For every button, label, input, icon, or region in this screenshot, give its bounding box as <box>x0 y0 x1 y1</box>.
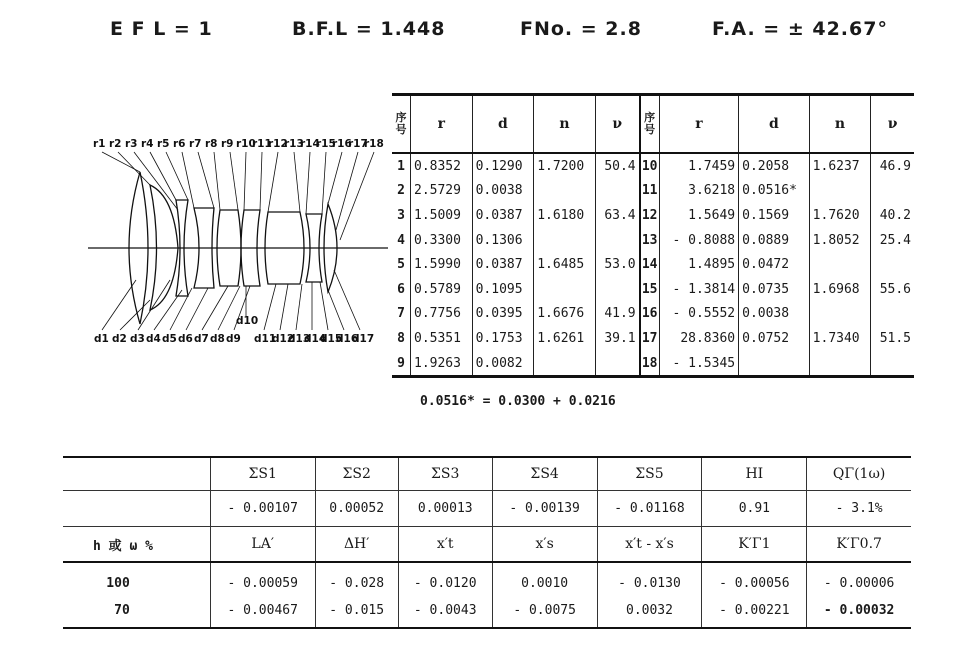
radius-cell: - 1.5345 <box>659 351 738 377</box>
abbe-cell <box>595 351 639 377</box>
aberration-header: LA′ <box>210 527 315 563</box>
surface-index: 8 <box>397 330 405 346</box>
surface-index: 6 <box>397 281 405 297</box>
aberration-value: - 0.00221 <box>702 597 807 628</box>
aberration-value: - 0.00006 <box>807 562 911 597</box>
lens-row <box>392 228 914 253</box>
index-cell <box>809 179 871 204</box>
aberration-value: - 0.00467 <box>210 597 315 628</box>
sum-value: 0.00013 <box>398 491 492 527</box>
aberration-header: x′s <box>492 527 597 563</box>
lens-row <box>392 277 914 302</box>
surface-index: 7 <box>397 306 405 322</box>
abbe-cell <box>871 252 914 277</box>
abbe-cell <box>595 179 639 204</box>
lens-diagram <box>88 130 388 355</box>
d-label: d12 <box>272 333 295 345</box>
r-label: r17 <box>348 138 368 150</box>
lens-row <box>392 302 914 327</box>
surface-index: 1 <box>397 158 405 174</box>
seq-header: 序号 <box>392 95 411 154</box>
aberration-header: ΔH′ <box>315 527 398 563</box>
thickness-cell: 0.2058 <box>739 153 810 179</box>
surface-index: 13 <box>640 228 660 253</box>
sum-value: - 0.00107 <box>210 491 315 527</box>
h-value: 70 <box>114 602 130 618</box>
d-label: d11 <box>254 333 277 345</box>
lens-table-header <box>392 95 914 154</box>
r-label: r7 <box>189 138 202 150</box>
radius-cell: 0.7756 <box>411 302 473 327</box>
fno-value: FNo. = 2.8 <box>520 18 642 40</box>
r-label: r10 <box>236 138 256 150</box>
surface-index: 16 <box>640 302 660 327</box>
abbe-cell <box>871 179 914 204</box>
thickness-cell: 0.0038 <box>739 302 810 327</box>
abbe-cell <box>595 277 639 302</box>
thickness-cell <box>739 351 810 377</box>
lens-row <box>392 351 914 377</box>
r-label: r12 <box>268 138 288 150</box>
radius-cell: - 0.5552 <box>659 302 738 327</box>
abbe-cell: 39.1 <box>595 326 639 351</box>
h-value: 100 <box>106 575 130 591</box>
sum-header-row <box>63 457 911 491</box>
radius-cell: 0.8352 <box>411 153 473 179</box>
abbe-cell: 53.0 <box>595 252 639 277</box>
thickness-cell: 0.1306 <box>472 228 534 253</box>
radius-cell: 1.9263 <box>411 351 473 377</box>
d-label: d7 <box>194 333 209 345</box>
h-omega-label: h 或 ω % <box>63 527 210 563</box>
r-label: r13 <box>284 138 304 150</box>
d-header: d <box>739 95 810 154</box>
empty-cell <box>63 457 210 491</box>
aberration-row <box>63 562 911 597</box>
radius-cell: 1.4895 <box>659 252 738 277</box>
thickness-cell: 0.0395 <box>472 302 534 327</box>
d-label: d3 <box>130 333 145 345</box>
aberration-value: 0.0032 <box>597 597 702 628</box>
index-cell <box>534 351 596 377</box>
abbe-cell <box>871 351 914 377</box>
aberration-header: K′Γ1 <box>702 527 807 563</box>
thickness-cell: 0.0387 <box>472 252 534 277</box>
abbe-cell: 55.6 <box>871 277 914 302</box>
d10-label: d10 <box>236 315 259 327</box>
radius-cell: - 1.3814 <box>659 277 738 302</box>
sum-value: - 0.01168 <box>597 491 702 527</box>
n-header: n <box>534 95 596 154</box>
r-label: r3 <box>125 138 138 150</box>
d-label: d8 <box>210 333 225 345</box>
r-leaders <box>102 152 374 240</box>
abbe-cell <box>871 302 914 327</box>
bfl-value: B.F.L = 1.448 <box>292 18 446 40</box>
radius-cell: 1.5649 <box>659 203 738 228</box>
r-label: r8 <box>205 138 218 150</box>
sum-value: - 3.1% <box>807 491 911 527</box>
field-angle-value: F.A. = ± 42.67° <box>712 18 888 40</box>
aberration-header: x′t - x′s <box>597 527 702 563</box>
sum-value: 0.00052 <box>315 491 398 527</box>
index-cell <box>809 351 871 377</box>
index-cell <box>534 277 596 302</box>
surface-index: 18 <box>640 351 660 377</box>
sum-value-row <box>63 491 911 527</box>
thickness-cell: 0.0387 <box>472 203 534 228</box>
index-cell: 1.6968 <box>809 277 871 302</box>
radius-cell: 0.5789 <box>411 277 473 302</box>
r-labels <box>93 138 384 150</box>
radius-cell: 1.7459 <box>659 153 738 179</box>
thickness-cell: 0.0038 <box>472 179 534 204</box>
index-cell: 1.6237 <box>809 153 871 179</box>
aberration-value: - 0.0043 <box>398 597 492 628</box>
d-label: d6 <box>178 333 193 345</box>
sum-header: ΣS1 <box>210 457 315 491</box>
sum-value: 0.91 <box>702 491 807 527</box>
aberration-value: - 0.0120 <box>398 562 492 597</box>
index-cell: 1.6485 <box>534 252 596 277</box>
d-label: d17 <box>352 333 375 345</box>
abbe-cell: 51.5 <box>871 326 914 351</box>
abbe-cell: 46.9 <box>871 153 914 179</box>
r-label: r11 <box>252 138 272 150</box>
seq-header: 序号 <box>640 95 660 154</box>
r-header: r <box>659 95 738 154</box>
surface-index: 2 <box>397 183 405 199</box>
lens-row <box>392 179 914 204</box>
surface-index: 5 <box>397 257 405 273</box>
aberration-value: - 0.0130 <box>597 562 702 597</box>
lens-row <box>392 153 914 179</box>
thickness-cell: 0.1753 <box>472 326 534 351</box>
index-cell: 1.7340 <box>809 326 871 351</box>
surface-index: 10 <box>640 153 660 179</box>
thickness-cell: 0.0472 <box>739 252 810 277</box>
radius-cell: 1.5990 <box>411 252 473 277</box>
aberration-row <box>63 597 911 628</box>
sum-header: QΓ(1ω) <box>807 457 911 491</box>
abbe-cell <box>595 228 639 253</box>
abbe-cell: 41.9 <box>595 302 639 327</box>
abbe-cell: 63.4 <box>595 203 639 228</box>
d-label: d4 <box>146 333 161 345</box>
surface-index: 11 <box>640 179 660 204</box>
index-cell: 1.6261 <box>534 326 596 351</box>
aberration-header: K′Γ0.7 <box>807 527 911 563</box>
r-label: r2 <box>109 138 122 150</box>
d-label: d15 <box>320 333 343 345</box>
aberration-table <box>63 456 911 629</box>
thickness-cell: 0.0516* <box>739 179 810 204</box>
thickness-cell: 0.1290 <box>472 153 534 179</box>
sum-header: ΣS2 <box>315 457 398 491</box>
surface-index: 9 <box>397 355 405 371</box>
radius-cell: 1.5009 <box>411 203 473 228</box>
aberration-value: - 0.015 <box>315 597 398 628</box>
d-header: d <box>472 95 534 154</box>
v-header: ν <box>871 95 914 154</box>
sum-header: ΣS4 <box>492 457 597 491</box>
r-label: r18 <box>364 138 384 150</box>
surface-index: 3 <box>397 207 405 223</box>
r-header: r <box>411 95 473 154</box>
d-label: d14 <box>304 333 327 345</box>
n-header: n <box>809 95 871 154</box>
index-cell: 1.6676 <box>534 302 596 327</box>
radius-cell: 0.3300 <box>411 228 473 253</box>
thickness-cell: 0.0889 <box>739 228 810 253</box>
d-label: d9 <box>226 333 241 345</box>
r-label: r9 <box>221 138 234 150</box>
sum-header: HI <box>702 457 807 491</box>
aberration-value: - 0.00059 <box>210 562 315 597</box>
r-label: r1 <box>93 138 106 150</box>
v-header: ν <box>595 95 639 154</box>
thickness-cell: 0.0735 <box>739 277 810 302</box>
thickness-cell: 0.0752 <box>739 326 810 351</box>
r-label: r14 <box>300 138 320 150</box>
surface-index: 15 <box>640 277 660 302</box>
radius-cell: 3.6218 <box>659 179 738 204</box>
surface-index: 12 <box>640 203 660 228</box>
r-label: r15 <box>316 138 336 150</box>
lens-diagram-svg <box>88 130 388 355</box>
lens-row <box>392 203 914 228</box>
surface-index: 17 <box>640 326 660 351</box>
r-label: r6 <box>173 138 186 150</box>
spec-header <box>0 18 967 48</box>
lens-table-body <box>392 153 914 377</box>
thickness-cell: 0.1569 <box>739 203 810 228</box>
aberration-value: - 0.0075 <box>492 597 597 628</box>
radius-cell: - 0.8088 <box>659 228 738 253</box>
empty-cell <box>63 491 210 527</box>
aberration-value: - 0.00032 <box>807 597 911 628</box>
radius-cell: 0.5351 <box>411 326 473 351</box>
r-label: r4 <box>141 138 154 150</box>
surface-index: 14 <box>640 252 660 277</box>
lens-data-table <box>392 93 914 378</box>
index-cell <box>534 228 596 253</box>
abbe-cell: 40.2 <box>871 203 914 228</box>
lens-row <box>392 252 914 277</box>
aberration-value: - 0.00056 <box>702 562 807 597</box>
sum-value: - 0.00139 <box>492 491 597 527</box>
index-cell <box>534 179 596 204</box>
sum-header: ΣS5 <box>597 457 702 491</box>
thickness-cell: 0.1095 <box>472 277 534 302</box>
footnote: 0.0516* = 0.0300 + 0.0216 <box>420 394 616 409</box>
aberration-header: x′t <box>398 527 492 563</box>
d-label: d13 <box>288 333 311 345</box>
d-label: d5 <box>162 333 177 345</box>
aberration-value: 0.0010 <box>492 562 597 597</box>
index-cell: 1.7620 <box>809 203 871 228</box>
efl-value: E F L = 1 <box>110 18 213 40</box>
radius-cell: 2.5729 <box>411 179 473 204</box>
index-cell: 1.8052 <box>809 228 871 253</box>
d-label: d16 <box>336 333 359 345</box>
r-label: r5 <box>157 138 170 150</box>
thickness-cell: 0.0082 <box>472 351 534 377</box>
radius-cell: 28.8360 <box>659 326 738 351</box>
r-label: r16 <box>332 138 352 150</box>
aberration-value: - 0.028 <box>315 562 398 597</box>
d-label: d2 <box>112 333 127 345</box>
d-label: d1 <box>94 333 109 345</box>
index-cell: 1.7200 <box>534 153 596 179</box>
surface-index: 4 <box>397 232 405 248</box>
index-cell <box>809 302 871 327</box>
sum-header: ΣS3 <box>398 457 492 491</box>
abbe-cell: 25.4 <box>871 228 914 253</box>
index-cell <box>809 252 871 277</box>
lens-row <box>392 326 914 351</box>
abbe-cell: 50.4 <box>595 153 639 179</box>
index-cell: 1.6180 <box>534 203 596 228</box>
aberration-header-row <box>63 527 911 563</box>
